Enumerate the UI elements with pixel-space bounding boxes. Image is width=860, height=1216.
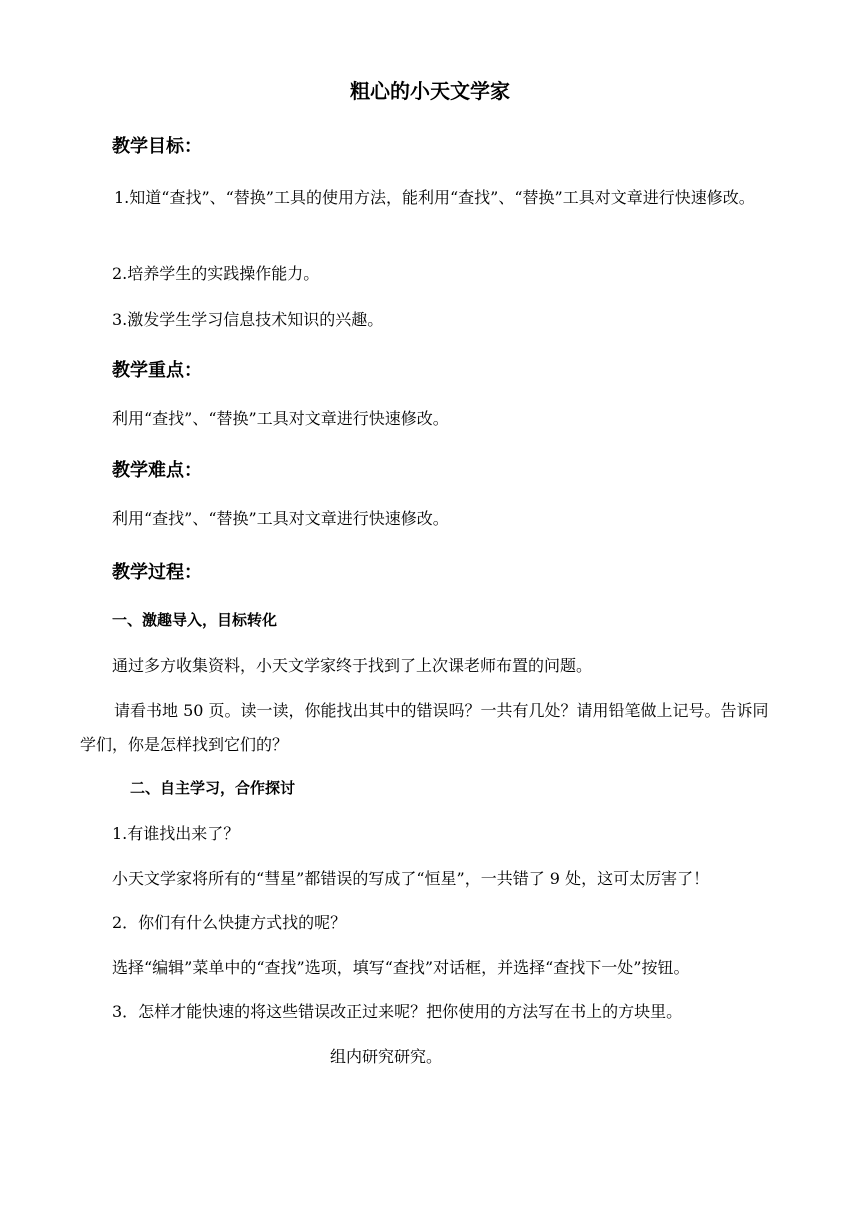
process-heading: 教学过程： [112, 562, 202, 583]
objective-item-1: 1.知道“查找”、“替换”工具的使用方法，能利用“查找”、“替换”工具对文章进行快速修改。 [114, 188, 755, 207]
section2-question-3: 3．怎样才能快速的将这些错误改正过来呢？把你使用的方法写在书上的方块里。 [112, 1002, 683, 1021]
section2-answer-1: 小天文学家将所有的“彗星”都错误的写成了“恒星”，一共错了 9 处，这可太厉害了！ [112, 869, 710, 888]
section2-question-1: 1.有谁找出来了？ [112, 824, 240, 843]
section2-question-2: 2．你们有什么快捷方式找的呢？ [112, 913, 347, 932]
objective-item-3: 3.激发学生学习信息技术知识的兴趣。 [112, 310, 384, 329]
section2-heading: 二、自主学习，合作探讨 [130, 779, 296, 797]
key-points-text: 利用“查找”、“替换”工具对文章进行快速修改。 [112, 409, 449, 428]
difficulties-heading: 教学难点： [112, 460, 202, 481]
section2-note: 组内研究研究。 [330, 1047, 443, 1066]
section2-answer-2: 选择“编辑”菜单中的“查找”选项，填写“查找”对话框，并选择“查找下一处”按钮。 [112, 958, 690, 977]
difficulties-text: 利用“查找”、“替换”工具对文章进行快速修改。 [112, 509, 449, 528]
objectives-heading: 教学目标： [112, 136, 202, 157]
objective-item-2: 2.培养学生的实践操作能力。 [112, 264, 320, 283]
document-title: 粗心的小天文学家 [350, 79, 510, 103]
section1-heading: 一、激趣导入，目标转化 [112, 611, 278, 629]
key-points-heading: 教学重点： [112, 360, 202, 381]
section1-paragraph-2: 请看书地 50 页。读一读，你能找出其中的错误吗？一共有几处？请用铅笔做上记号。告诉同学们，你是怎样找到它们的？ [80, 701, 769, 754]
section1-paragraph-1: 通过多方收集资料，小天文学家终于找到了上次课老师布置的问题。 [112, 656, 593, 675]
